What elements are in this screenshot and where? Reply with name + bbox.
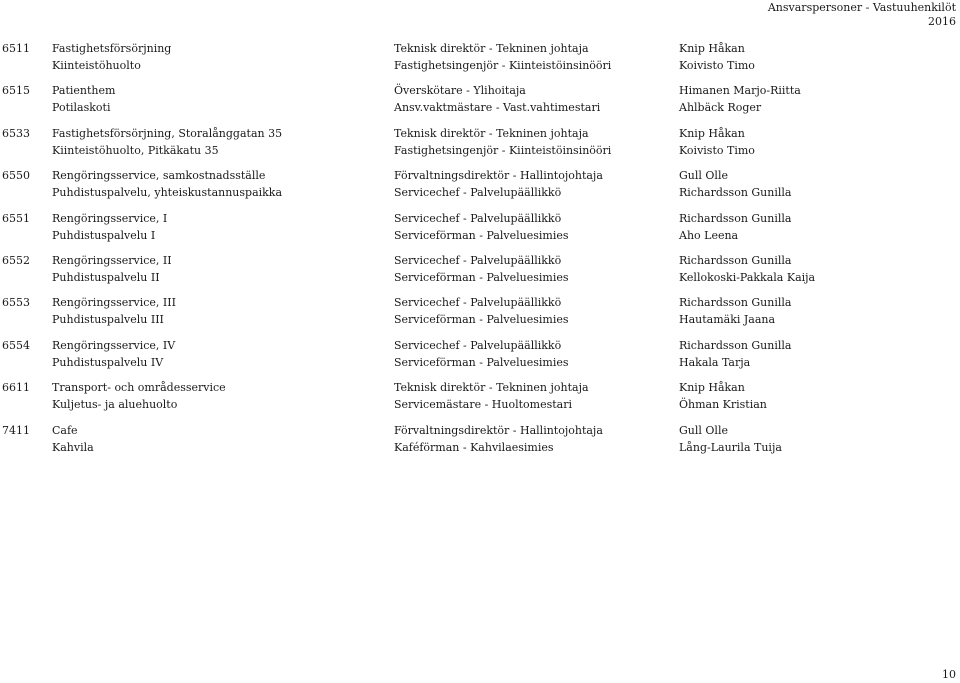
list-item [0, 422, 960, 464]
secondary-title: Kaféförman - Kahvilaesimies [394, 440, 554, 454]
cost-center-code: 6611 [2, 381, 30, 395]
secondary-title: Fastighetsingenjör - Kiinteistöinsinööri [394, 143, 612, 157]
unit-name-finnish: Puhdistuspalvelu, yhteiskustannuspaikka [52, 186, 283, 200]
unit-name-swedish: Fastighetsförsörjning [52, 42, 172, 55]
cost-center-code: 6554 [2, 338, 30, 352]
primary-title: Servicechef - Palvelupäällikkö [394, 296, 562, 310]
cost-center-code: 6550 [2, 169, 30, 183]
secondary-person: Ahlbäck Roger [679, 101, 762, 115]
secondary-title: Serviceförman - Palveluesimies [394, 270, 569, 284]
document-title: Ansvarspersoner - Vastuuhenkilöt [767, 1, 956, 14]
list-item [0, 82, 960, 124]
secondary-person: Kellokoski-Pakkala Kaija [679, 270, 816, 284]
primary-title: Servicechef - Palvelupäällikkö [394, 338, 562, 352]
unit-name-swedish: Cafe [52, 423, 78, 437]
cost-center-code: 7411 [2, 423, 30, 437]
secondary-title: Serviceförman - Palveluesimies [394, 228, 569, 242]
secondary-title: Fastighetsingenjör - Kiinteistöinsinööri [394, 59, 612, 72]
unit-name-finnish: Puhdistuspalvelu IV [52, 355, 164, 369]
primary-title: Teknisk direktör - Tekninen johtaja [394, 126, 589, 140]
cost-center-code: 6511 [2, 42, 30, 55]
unit-name-finnish: Kiinteistöhuolto [52, 59, 141, 72]
unit-name-swedish: Rengöringsservice, III [52, 296, 176, 310]
primary-title: Teknisk direktör - Tekninen johtaja [394, 381, 589, 395]
primary-person: Himanen Marjo-Riitta [679, 84, 801, 98]
secondary-person: Koivisto Timo [679, 143, 755, 157]
cost-center-code: 6553 [2, 296, 30, 310]
unit-name-finnish: Puhdistuspalvelu II [52, 270, 160, 284]
list-item [0, 167, 960, 209]
unit-name-finnish: Potilaskoti [52, 101, 111, 115]
secondary-person: Aho Leena [679, 228, 739, 242]
unit-name-finnish: Puhdistuspalvelu III [52, 313, 164, 327]
secondary-title: Serviceförman - Palveluesimies [394, 355, 569, 369]
unit-name-swedish: Rengöringsservice, I [52, 211, 168, 225]
primary-title: Förvaltningsdirektör - Hallintojohtaja [394, 169, 603, 183]
primary-title: Servicechef - Palvelupäällikkö [394, 211, 562, 225]
primary-title: Servicechef - Palvelupäällikkö [394, 253, 562, 267]
cost-center-code: 6533 [2, 126, 30, 140]
secondary-title: Ansv.vaktmästare - Vast.vahtimestari [394, 101, 601, 115]
secondary-person: Öhman Kristian [679, 398, 767, 412]
unit-name-swedish: Rengöringsservice, II [52, 253, 172, 267]
primary-title: Förvaltningsdirektör - Hallintojohtaja [394, 423, 603, 437]
secondary-person: Koivisto Timo [679, 59, 755, 72]
unit-name-finnish: Kiinteistöhuolto, Pitkäkatu 35 [52, 143, 219, 157]
list-item [0, 210, 960, 252]
unit-name-swedish: Patienthem [52, 84, 116, 98]
primary-person: Knip Håkan [679, 381, 745, 395]
primary-title: Teknisk direktör - Tekninen johtaja [394, 42, 589, 55]
list-item [0, 379, 960, 421]
secondary-title: Servicemästare - Huoltomestari [394, 398, 572, 412]
unit-name-swedish: Transport- och områdesservice [52, 381, 226, 395]
primary-person: Richardsson Gunilla [679, 296, 792, 310]
list-item [0, 252, 960, 294]
list-item [0, 125, 960, 167]
primary-person: Gull Olle [679, 169, 728, 183]
unit-name-swedish: Rengöringsservice, samkostnadsställe [52, 169, 266, 183]
secondary-person: Richardsson Gunilla [679, 186, 792, 200]
unit-name-swedish: Rengöringsservice, IV [52, 338, 176, 352]
primary-person: Gull Olle [679, 423, 728, 437]
list-item [0, 294, 960, 336]
primary-person: Richardsson Gunilla [679, 211, 792, 225]
list-item [0, 337, 960, 379]
primary-person: Knip Håkan [679, 126, 745, 140]
document-year: 2016 [928, 15, 956, 28]
secondary-person: Hakala Tarja [679, 355, 751, 369]
primary-person: Knip Håkan [679, 42, 745, 55]
secondary-person: Lång-Laurila Tuija [679, 440, 782, 454]
unit-name-finnish: Puhdistuspalvelu I [52, 228, 156, 242]
cost-center-code: 6551 [2, 211, 30, 225]
cost-center-code: 6515 [2, 84, 30, 98]
unit-name-swedish: Fastighetsförsörjning, Storalånggatan 35 [52, 126, 283, 140]
secondary-title: Servicechef - Palvelupäällikkö [394, 186, 562, 200]
page-number: 10 [942, 668, 956, 681]
primary-person: Richardsson Gunilla [679, 253, 792, 267]
unit-name-finnish: Kahvila [52, 440, 94, 454]
list-item [0, 40, 960, 82]
secondary-person: Hautamäki Jaana [679, 313, 776, 327]
cost-center-code: 6552 [2, 253, 30, 267]
page-header [0, 0, 960, 29]
unit-name-finnish: Kuljetus- ja aluehuolto [52, 398, 178, 412]
primary-title: Överskötare - Ylihoitaja [394, 84, 526, 98]
primary-person: Richardsson Gunilla [679, 338, 792, 352]
responsibility-list [0, 40, 960, 464]
secondary-title: Serviceförman - Palveluesimies [394, 313, 569, 327]
